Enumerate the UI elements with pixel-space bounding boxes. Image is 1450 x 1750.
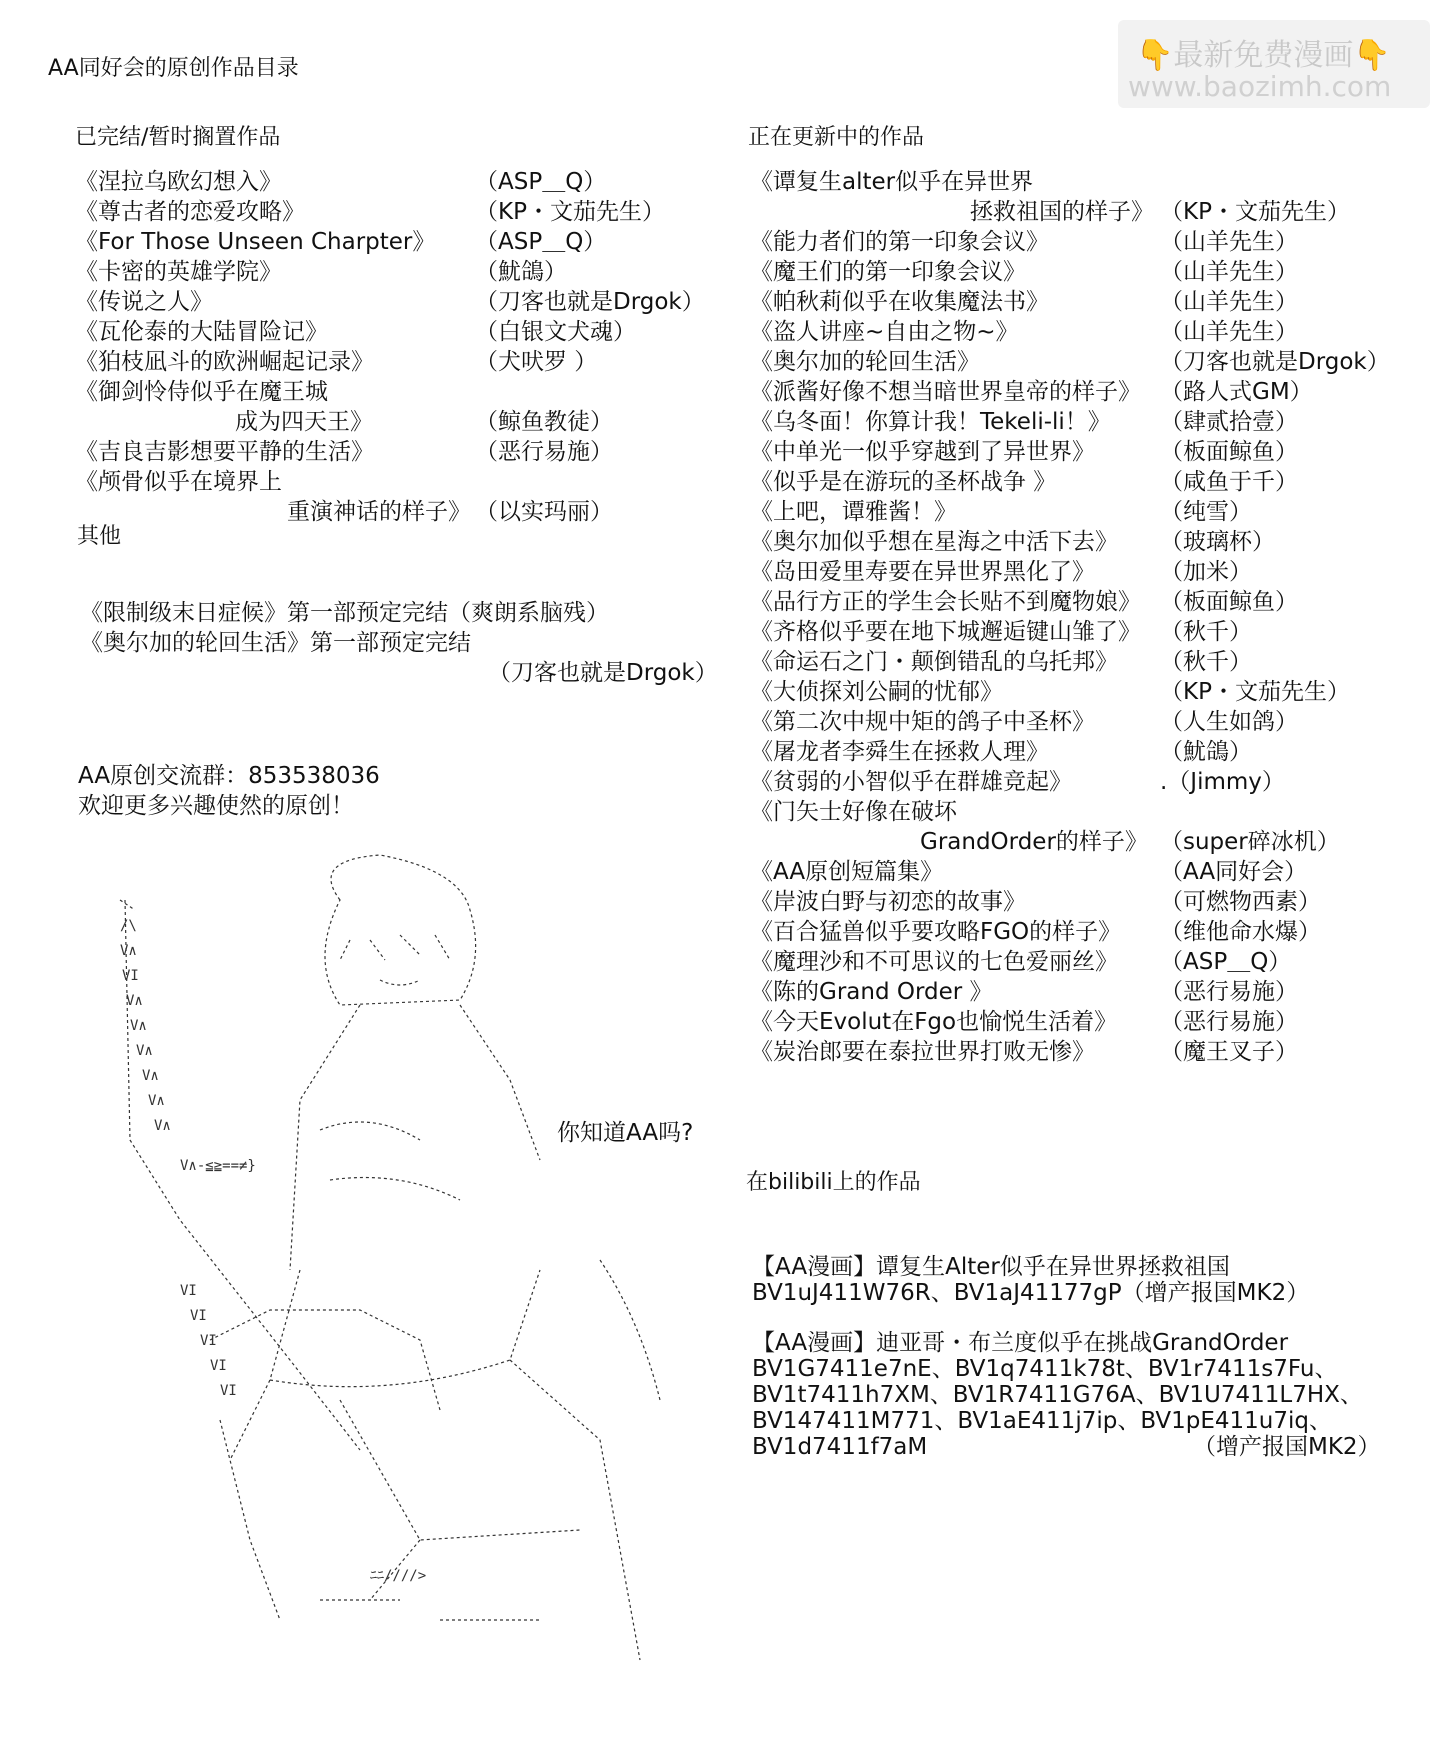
work-title: 《岛田爱里寿要在异世界黑化了》 — [750, 559, 1095, 585]
work-row — [750, 317, 1440, 347]
work-author: （板面鲸鱼） — [1160, 439, 1298, 465]
work-row — [750, 947, 1440, 977]
work-row — [75, 317, 725, 347]
work-title: 成为四天王》 — [235, 409, 373, 435]
work-title: 《魔理沙和不可思议的七色爱丽丝》 — [750, 949, 1118, 975]
work-row — [750, 797, 1440, 827]
completed-works-list — [75, 167, 725, 527]
work-title: 《尊古者的恋爱攻略》 — [75, 199, 305, 225]
bili-block2-line4: BV147411M771、BV1aE411j7ip、BV1pE411u7iq、 — [752, 1408, 1332, 1434]
bili-block2-author: （增产报国MK2） — [1193, 1434, 1381, 1460]
work-row — [75, 497, 725, 527]
work-title: 《炭治郎要在泰拉世界打败无惨》 — [750, 1039, 1095, 1065]
work-row — [750, 977, 1440, 1007]
work-title: 《瓦伦泰的大陆冒险记》 — [75, 319, 328, 345]
work-row — [75, 167, 725, 197]
work-author: （super碎冰机） — [1160, 829, 1340, 855]
work-author: （秋千） — [1160, 619, 1252, 645]
work-row — [750, 407, 1440, 437]
work-author: （可燃物西素） — [1160, 889, 1321, 915]
work-row — [750, 437, 1440, 467]
work-title: 《上吧，谭雅酱！》 — [750, 499, 957, 525]
work-title: 《陈的Grand Order 》 — [750, 979, 993, 1005]
work-title: 《派酱好像不想当暗世界皇帝的样子》 — [750, 379, 1141, 405]
work-author: （维他命水爆） — [1160, 919, 1321, 945]
work-title: 《中单光一似乎穿越到了异世界》 — [750, 439, 1095, 465]
work-title: 《乌冬面！你算计我！Tekeli-li！》 — [750, 409, 1111, 435]
work-title: 《屠龙者李舜生在拯救人理》 — [750, 739, 1049, 765]
bilibili-heading: 在bilibili上的作品 — [746, 1170, 921, 1195]
work-author: （山羊先生） — [1160, 289, 1298, 315]
work-title: 《门矢士好像在破坏 — [750, 799, 957, 825]
work-title: 《齐格似乎要在地下城邂逅键山雏了》 — [750, 619, 1141, 645]
work-row — [750, 287, 1440, 317]
work-author: （山羊先生） — [1160, 229, 1298, 255]
svg-text:V∧: V∧ — [148, 1093, 165, 1109]
work-title: 《颅骨似乎在境界上 — [75, 469, 282, 495]
work-author: （魷鴿） — [1160, 739, 1252, 765]
bili-block2-line5: BV1d7411f7aM — [752, 1434, 928, 1460]
work-author: （KP・文茄先生） — [475, 199, 665, 225]
work-author: （KP・文茄先生） — [1160, 199, 1350, 225]
work-title: GrandOrder的样子》 — [920, 829, 1148, 855]
svg-text:ﾆﾆ////>: ﾆﾆ////> — [370, 1568, 427, 1584]
right-heading: 正在更新中的作品 — [748, 125, 925, 150]
work-row — [750, 197, 1440, 227]
work-title: 《AA原创短篇集》 — [750, 859, 944, 885]
work-row — [750, 767, 1440, 797]
work-author: （咸鱼于千） — [1160, 469, 1298, 495]
work-row — [750, 497, 1440, 527]
work-author: （肆贰拾壹） — [1160, 409, 1298, 435]
work-author: （纯雪） — [1160, 499, 1252, 525]
work-title: 《贫弱的小智似乎在群雄竞起》 — [750, 769, 1072, 795]
work-author: （魷鴿） — [475, 259, 567, 285]
work-author: （以实玛丽） — [475, 499, 613, 525]
work-title: 《大侦探刘公嗣的忧郁》 — [750, 679, 1003, 705]
other-label: 其他 — [77, 524, 122, 549]
work-row — [750, 557, 1440, 587]
welcome-line: 欢迎更多兴趣使然的原创！ — [78, 793, 354, 819]
watermark-line2: www.baozimh.com — [1128, 70, 1392, 103]
svg-text:V∧: V∧ — [126, 993, 143, 1009]
work-title: 《For Those Unseen Charpter》 — [75, 229, 436, 255]
work-author: （板面鲸鱼） — [1160, 589, 1298, 615]
ongoing-works-list — [750, 167, 1440, 1067]
other-line-2: 《奥尔加的轮回生活》第一部预定完结 — [80, 630, 471, 656]
work-row — [750, 587, 1440, 617]
work-author: （人生如鸽） — [1160, 709, 1298, 735]
work-author: .（Jimmy） — [1160, 769, 1285, 795]
work-author: （山羊先生） — [1160, 319, 1298, 345]
work-row — [750, 677, 1440, 707]
other-line-1: 《限制级末日症候》第一部预定完结（爽朗系脑残） — [80, 600, 609, 626]
bili-block1-line1: 【AA漫画】谭复生Alter似乎在异世界拯救祖国 — [752, 1254, 1230, 1280]
work-title: 《传说之人》 — [75, 289, 213, 315]
work-row — [750, 527, 1440, 557]
svg-text:VI: VI — [200, 1333, 217, 1349]
work-author: （恶行易施） — [475, 439, 613, 465]
work-author: （加米） — [1160, 559, 1252, 585]
watermark — [1118, 20, 1430, 108]
work-row — [750, 917, 1440, 947]
work-author: （恶行易施） — [1160, 1009, 1298, 1035]
work-title: 《命运石之门・颠倒错乱的乌托邦》 — [750, 649, 1118, 675]
work-row — [75, 377, 725, 407]
left-heading: 已完结/暂时搁置作品 — [75, 125, 281, 150]
work-row — [750, 377, 1440, 407]
svg-text:/\: /\ — [120, 918, 137, 934]
work-row — [750, 1037, 1440, 1067]
work-author: （刀客也就是Drgok） — [475, 289, 705, 315]
work-row — [750, 467, 1440, 497]
work-author: （刀客也就是Drgok） — [1160, 349, 1390, 375]
work-title: 《御剑怜侍似乎在魔王城 — [75, 379, 328, 405]
svg-text:VI: VI — [190, 1308, 207, 1324]
work-row — [75, 347, 725, 377]
watermark-line1: 最新免费漫画 — [1173, 38, 1354, 73]
work-row — [750, 827, 1440, 857]
svg-text:VI: VI — [122, 968, 139, 984]
work-title: 《狛枝凪斗的欧洲崛起记录》 — [75, 349, 374, 375]
work-title: 《第二次中规中矩的鸽子中圣杯》 — [750, 709, 1095, 735]
ascii-art-illustration — [40, 840, 680, 1670]
work-title: 《涅拉乌欧幻想入》 — [75, 169, 282, 195]
work-title: 《岸波白野与初恋的故事》 — [750, 889, 1026, 915]
svg-text:V∧: V∧ — [142, 1068, 159, 1084]
work-row — [750, 707, 1440, 737]
group-line: AA原创交流群：853538036 — [78, 763, 380, 789]
svg-text:V∧-≦≧==≠}: V∧-≦≧==≠} — [180, 1158, 256, 1174]
work-row — [75, 257, 725, 287]
svg-text:V∧: V∧ — [154, 1118, 171, 1134]
work-title: 拯救祖国的样子》 — [970, 199, 1154, 225]
work-title: 《魔王们的第一印象会议》 — [750, 259, 1026, 285]
work-author: （AA同好会） — [1160, 859, 1308, 885]
work-row — [75, 437, 725, 467]
work-row — [750, 1007, 1440, 1037]
work-row — [750, 227, 1440, 257]
work-author: （山羊先生） — [1160, 259, 1298, 285]
work-author: （恶行易施） — [1160, 979, 1298, 1005]
svg-text:VI: VI — [210, 1358, 227, 1374]
work-title: 《奥尔加的轮回生活》 — [750, 349, 980, 375]
work-row — [750, 257, 1440, 287]
work-row — [75, 227, 725, 257]
work-title: 重演神话的样子》 — [287, 499, 471, 525]
work-row — [75, 197, 725, 227]
work-author: （玻璃杯） — [1160, 529, 1275, 555]
work-title: 《百合猛兽似乎要攻略FGO的样子》 — [750, 919, 1122, 945]
work-row — [750, 737, 1440, 767]
work-author: （鲸鱼教徒） — [475, 409, 613, 435]
work-title: 《谭复生alter似乎在异世界 — [750, 169, 1034, 195]
work-author: （犬吠罗 ） — [475, 349, 598, 375]
work-row — [75, 407, 725, 437]
work-row — [75, 467, 725, 497]
svg-text:VI: VI — [180, 1283, 197, 1299]
svg-text:V∧: V∧ — [120, 943, 137, 959]
pointing-down-hand-icon: 👇 — [1353, 38, 1391, 73]
bili-block2-line3: BV1t7411h7XM、BV1R7411G76A、BV1U7411L7HX、 — [752, 1382, 1363, 1408]
work-row — [750, 347, 1440, 377]
work-row — [750, 617, 1440, 647]
bili-block2-line1: 【AA漫画】迪亚哥・布兰度似乎在挑战GrandOrder — [752, 1330, 1289, 1356]
work-author: （ASP＿Q） — [475, 229, 607, 255]
svg-text:V∧: V∧ — [136, 1043, 153, 1059]
work-title: 《似乎是在游玩的圣杯战争 》 — [750, 469, 1057, 495]
work-title: 《能力者们的第一印象会议》 — [750, 229, 1049, 255]
other-line-3: （刀客也就是Drgok） — [488, 660, 718, 686]
work-title: 《吉良吉影想要平静的生活》 — [75, 439, 374, 465]
work-row — [750, 167, 1440, 197]
bili-block2-line2: BV1G7411e7nE、BV1q7411k78t、BV1r7411s7Fu、 — [752, 1356, 1338, 1382]
work-author: （KP・文茄先生） — [1160, 679, 1350, 705]
work-author: （魔王叉子） — [1160, 1039, 1298, 1065]
work-author: （路人式GM） — [1160, 379, 1313, 405]
work-title: 《奥尔加似乎想在星海之中活下去》 — [750, 529, 1118, 555]
page-title: AA同好会的原创作品目录 — [48, 56, 299, 81]
svg-text:VI: VI — [220, 1383, 237, 1399]
work-row — [75, 287, 725, 317]
work-author: （ASP＿Q） — [475, 169, 607, 195]
work-author: （ASP＿Q） — [1160, 949, 1292, 975]
work-row — [750, 887, 1440, 917]
work-row — [750, 647, 1440, 677]
pointing-down-hand-icon: 👇 — [1136, 38, 1174, 73]
work-title: 《今天Evolut在Fgo也愉悦生活着》 — [750, 1009, 1118, 1035]
svg-text:V∧: V∧ — [130, 1018, 147, 1034]
work-title: 《卡密的英雄学院》 — [75, 259, 282, 285]
speech-text: 你知道AA吗? — [557, 1120, 694, 1146]
work-title: 《帕秋莉似乎在收集魔法书》 — [750, 289, 1049, 315]
work-title: 《品行方正的学生会长贴不到魔物娘》 — [750, 589, 1141, 615]
work-row — [750, 857, 1440, 887]
work-author: （秋千） — [1160, 649, 1252, 675]
work-title: 《盗人讲座~自由之物~》 — [750, 319, 1019, 345]
work-author: （白银文犬魂） — [475, 319, 636, 345]
bili-block1-line2: BV1uJ411W76R、BV1aJ41177gP（增产报国MK2） — [752, 1280, 1310, 1306]
